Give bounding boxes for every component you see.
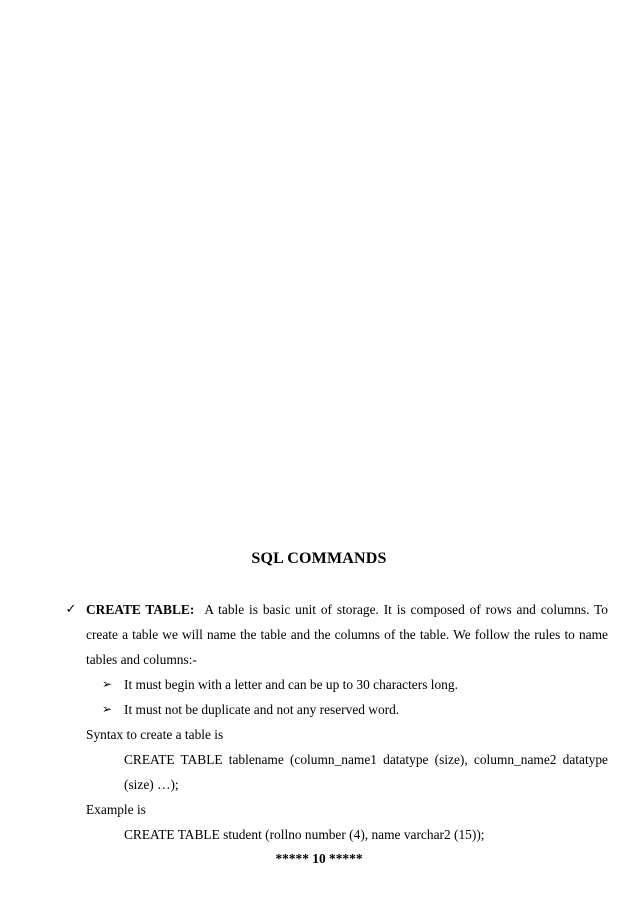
create-table-description: A table is basic unit of storage. It is composed of rows and columns. To create a table we will name the table and the columns of the table. We follow the rules to name tables and columns:- xyxy=(86,602,608,667)
rules-list xyxy=(86,672,608,722)
page-title: SQL COMMANDS xyxy=(251,550,387,567)
arrow-bullet-icon: ➢ xyxy=(102,702,113,716)
syntax-label: Syntax to create a table is xyxy=(86,727,224,742)
example-label: Example is xyxy=(86,802,146,817)
term-create-table: CREATE TABLE: xyxy=(86,602,195,617)
checkmark-icon: ✓ xyxy=(65,602,77,617)
arrow-bullet-icon: ➢ xyxy=(102,677,113,691)
syntax-code: CREATE TABLE tablename (column_name1 datatype (size), column_name2 datatype (size) …); xyxy=(124,752,608,792)
list-item xyxy=(86,672,608,697)
rule-text: It must not be duplicate and not any reserved word. xyxy=(124,702,400,717)
rule-text: It must begin with a letter and can be up to 30 characters long. xyxy=(124,677,458,692)
list-item xyxy=(86,697,608,722)
page-number: ***** 10 ***** xyxy=(275,851,363,866)
content-body xyxy=(65,597,608,847)
create-table-paragraph xyxy=(65,597,608,672)
example-code: CREATE TABLE student (rollno number (4), name varchar2 (15)); xyxy=(124,827,485,842)
